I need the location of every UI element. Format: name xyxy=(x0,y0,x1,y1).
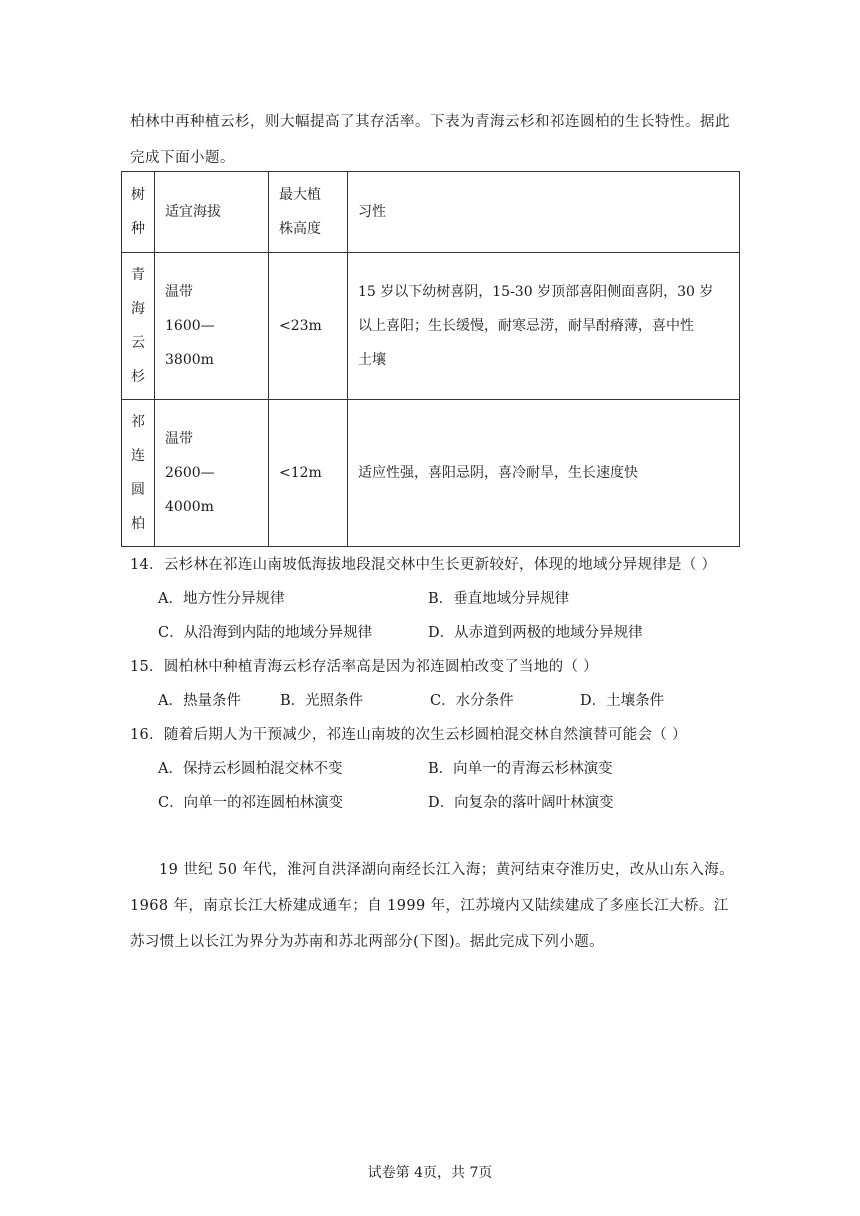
height-cell: <12m xyxy=(269,400,348,547)
growth-characteristics-table xyxy=(121,171,740,547)
question-14-option-c[interactable]: C．从沿海到内陆的地域分异规律 xyxy=(158,625,373,641)
table-header-row xyxy=(122,172,740,253)
table-row xyxy=(122,400,740,547)
reading-passage: 19 世纪 50 年代，淮河自洪泽湖向南经长江入海；黄河结束夺淮历史，改从山东入海。1968 年，南京长江大桥建成通车；自 1999 年，江苏境内又陆续建成了多座长江大桥。江苏习惯上以长江为界分为苏南和苏北两部分(下图)。据此完成下列小题。 xyxy=(130,862,735,950)
question-16-option-a[interactable]: A．保持云杉圆柏混交林不变 xyxy=(158,761,343,777)
habit-cell: 适应性强，喜阳忌阴，喜冷耐旱，生长速度快 xyxy=(348,400,740,547)
question-16-option-d[interactable]: D．向复杂的落叶阔叶林演变 xyxy=(428,795,614,811)
header-species: 树 种 xyxy=(122,172,155,253)
question-15-option-c[interactable]: C．水分条件 xyxy=(430,693,514,709)
question-15-stem: 15．圆柏林中种植青海云杉存活率高是因为祁连圆柏改变了当地的（ ） xyxy=(130,659,598,675)
question-15-option-a[interactable]: A．热量条件 xyxy=(158,693,241,709)
intro-text xyxy=(130,104,742,176)
species-cell: 青 海 云 杉 xyxy=(122,253,155,400)
header-height: 最大植 株高度 xyxy=(269,172,348,253)
table-row xyxy=(122,253,740,400)
height-cell: <23m xyxy=(269,253,348,400)
question-15-option-d[interactable]: D．土壤条件 xyxy=(580,693,665,709)
question-14-option-d[interactable]: D．从赤道到两极的地域分异规律 xyxy=(428,625,643,641)
page-footer: 试卷第 4页，共 7页 xyxy=(367,1165,493,1181)
species-cell: 祁 连 圆 柏 xyxy=(122,400,155,547)
question-14-option-a[interactable]: A．地方性分异规律 xyxy=(158,591,285,607)
intro-line-2: 完成下面小题。 xyxy=(130,150,235,166)
question-16-stem: 16．随着后期人为干预减少，祁连山南坡的次生云杉圆柏混交林自然演替可能会（ ） xyxy=(130,727,687,743)
habit-cell: 15 岁以下幼树喜阴，15-30 岁顶部喜阳侧面喜阴，30 岁 以上喜阳；生长缓慢，耐寒忌涝，耐旱酎瘠薄，喜中性 土壤 xyxy=(348,253,740,400)
altitude-cell: 温带 2600—4000m xyxy=(155,400,269,547)
question-15-option-b[interactable]: B．光照条件 xyxy=(280,693,364,709)
altitude-cell: 温带 1600—3800m xyxy=(155,253,269,400)
header-altitude: 适宜海拔 xyxy=(155,172,269,253)
question-14-option-b[interactable]: B．垂直地域分异规律 xyxy=(428,591,570,607)
question-16-option-c[interactable]: C．向单一的祁连圆柏林演变 xyxy=(158,795,344,811)
header-habit: 习性 xyxy=(348,172,740,253)
intro-line-1: 柏林中再种植云杉，则大幅提高了其存活率。下表为青海云杉和祁连圆柏的生长特性。据此 xyxy=(130,114,730,130)
question-14-stem: 14．云杉林在祁连山南坡低海拔地段混交林中生长更新较好，体现的地域分异规律是（ ） xyxy=(130,557,717,573)
question-16-option-b[interactable]: B．向单一的青海云杉林演变 xyxy=(428,761,613,777)
